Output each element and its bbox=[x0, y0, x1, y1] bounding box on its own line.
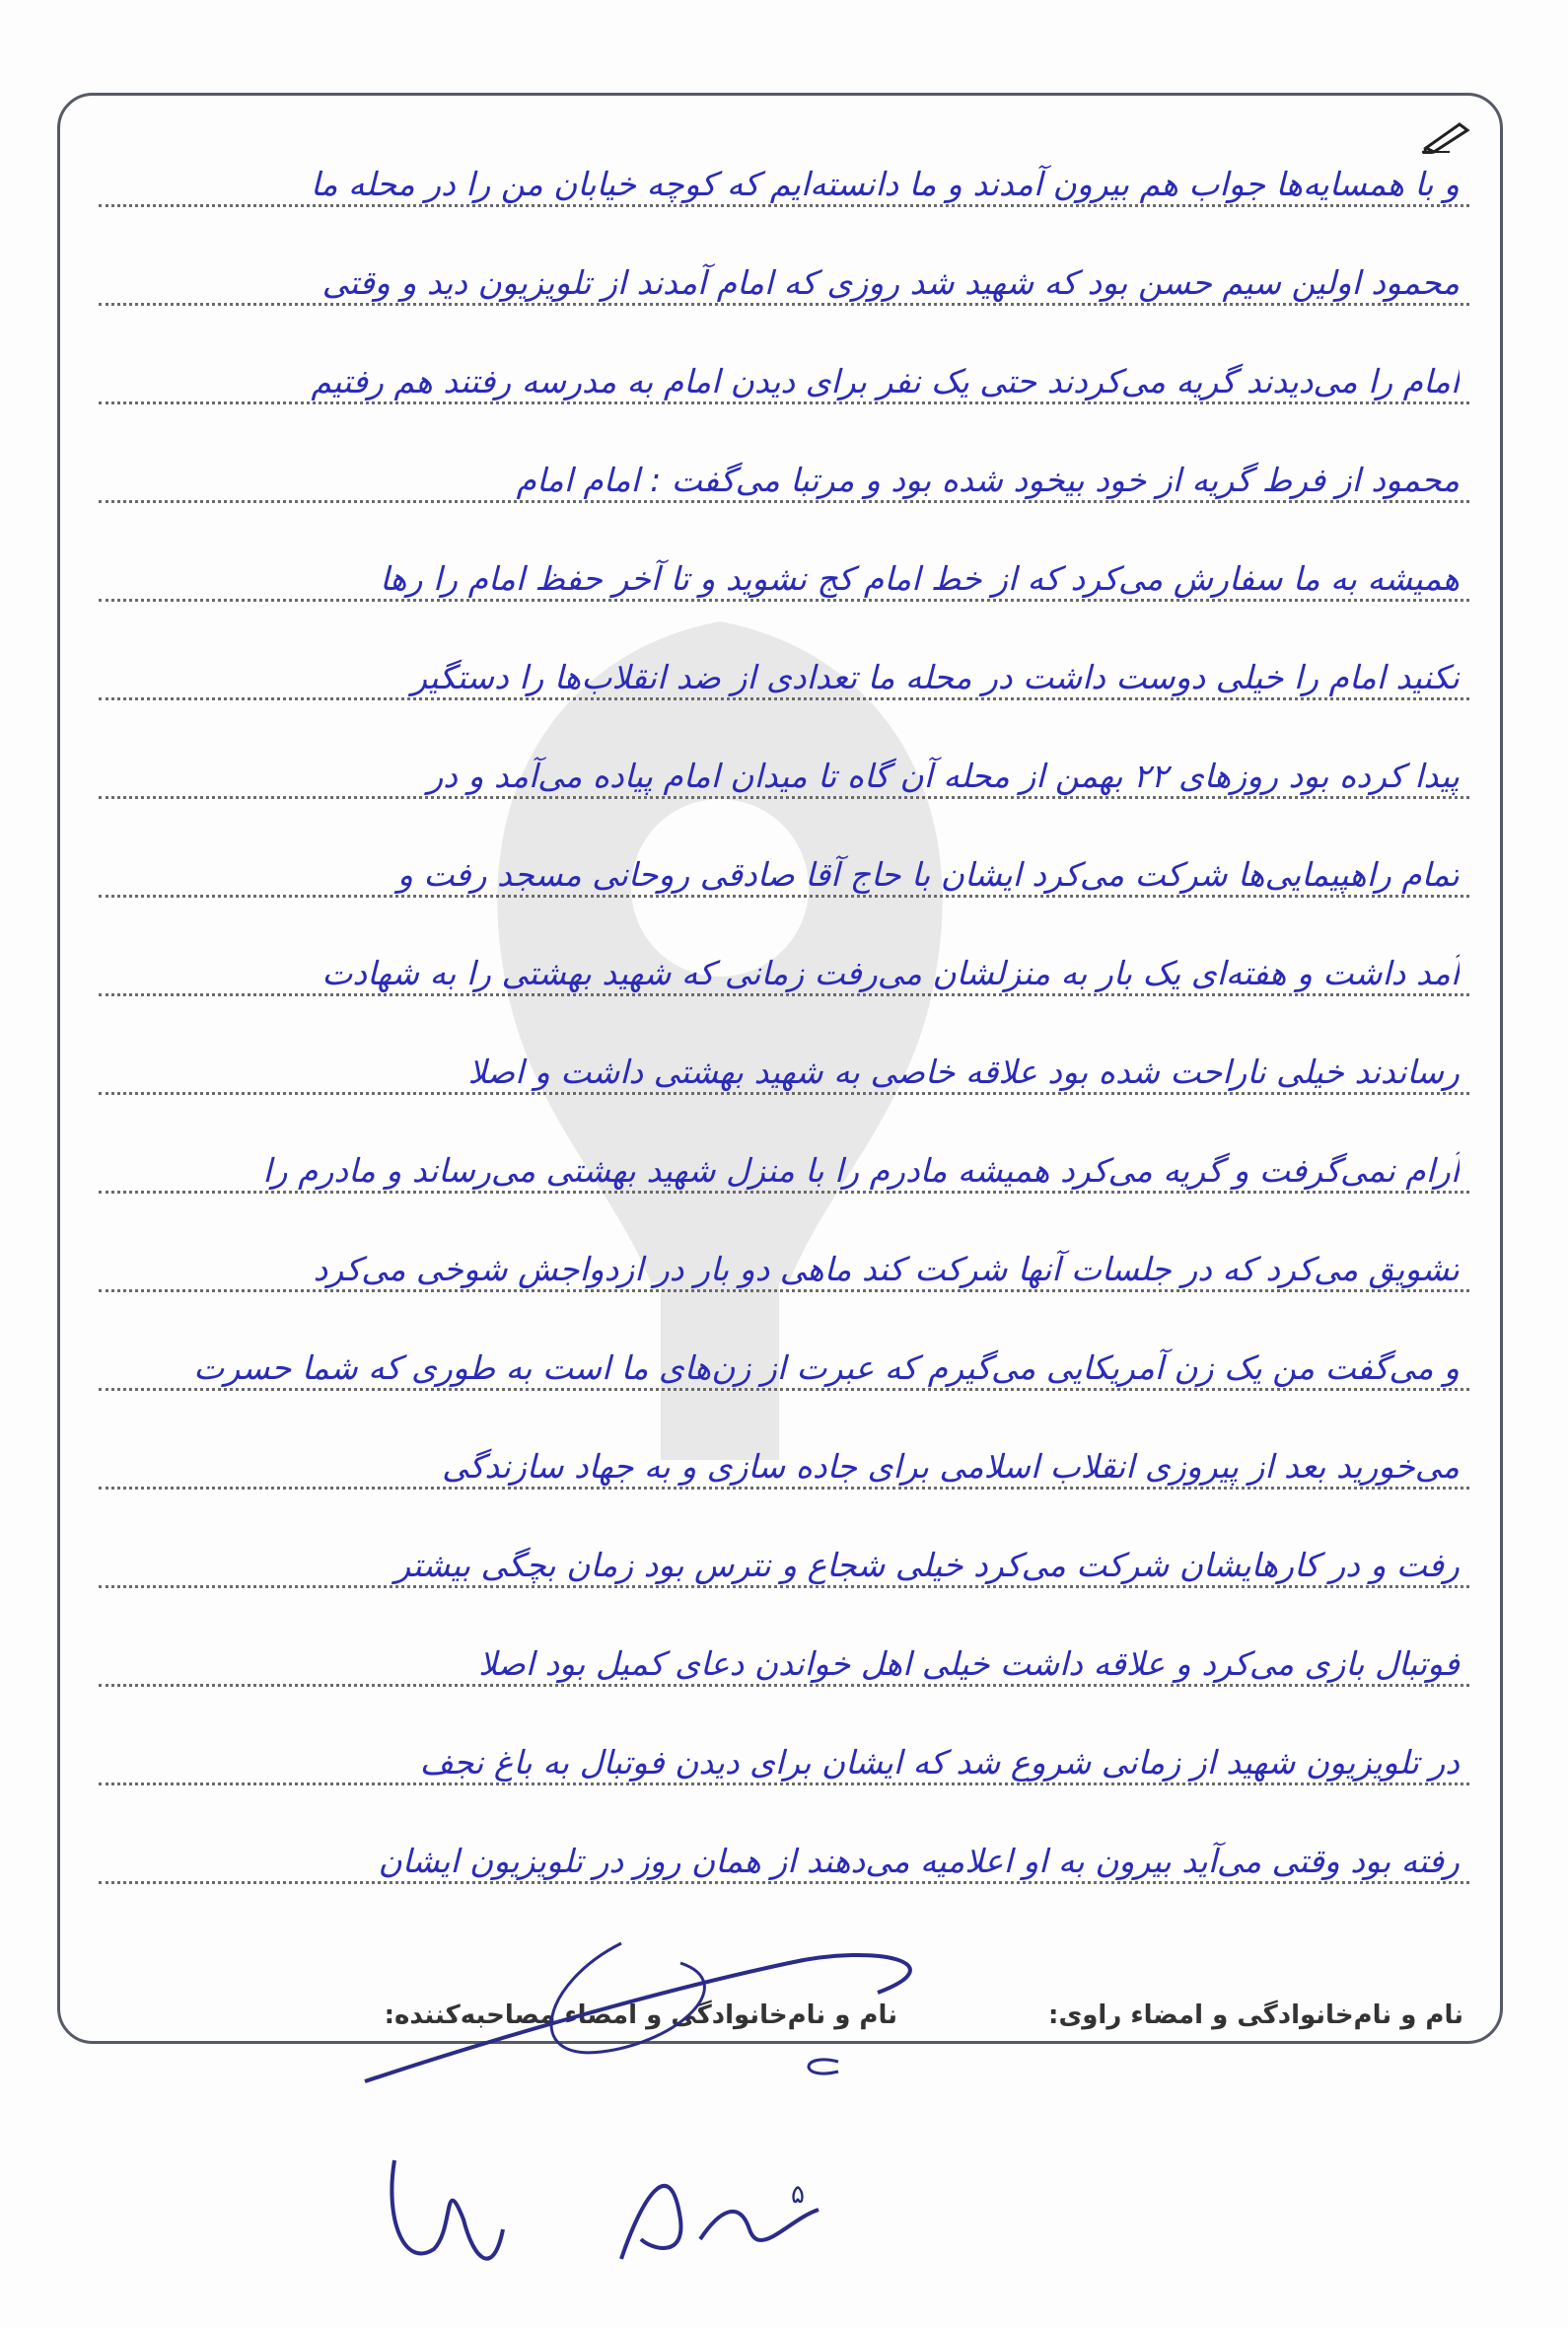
text-line: امام را می‌دیدند گریه می‌کردند حتی یک نفر برای دیدن امام به مدرسه رفتند هم رفتیم bbox=[99, 306, 1469, 404]
narrator-signature-label: نام و نام‌خانوادگی و امضاء راوی: bbox=[1048, 2001, 1463, 2030]
page-number: ۵ bbox=[791, 2180, 805, 2210]
text-line: و می‌گفت من یک زن آمریکایی می‌گیرم که عبرت از زن‌های ما است به طوری که شما حسرت bbox=[99, 1292, 1469, 1391]
text-line: رفته بود وقتی می‌آید بیرون به او اعلامیه می‌دهند از همان روز در تلویزیون ایشان bbox=[99, 1785, 1469, 1884]
text-line: رفت و در کارهایشان شرکت می‌کرد خیلی شجاع و نترس بود زمان بچگی بیشتر bbox=[99, 1490, 1469, 1588]
text-line: تشویق می‌کرد که در جلسات آنها شرکت کند ماهی دو بار در ازدواجش شوخی می‌کرد bbox=[99, 1194, 1469, 1292]
text-line: محمود از فرط گریه از خود بیخود شده بود و مرتبا می‌گفت : امام امام bbox=[99, 404, 1469, 503]
dotted-rule bbox=[99, 1881, 1469, 1884]
text-line: در تلویزیون شهید از زمانی شروع شد که ایشان برای دیدن فوتبال به باغ نجف bbox=[99, 1687, 1469, 1785]
interviewer-signature-label: نام و نام‌خانوادگی و امضاء مصاحبه‌کننده: bbox=[384, 2001, 897, 2030]
text-line: نکنید امام را خیلی دوست داشت در محله ما تعدادی از ضد انقلاب‌ها را دستگیر bbox=[99, 602, 1469, 700]
text-line: پیدا کرده بود روزهای ۲۲ بهمن از محله آن گاه تا میدان امام پیاده می‌آمد و در bbox=[99, 700, 1469, 799]
text-line: رساندند خیلی ناراحت شده بود علاقه خاصی به شهید بهشتی داشت و اصلا bbox=[99, 996, 1469, 1095]
text-line: فوتبال بازی می‌کرد و علاقه داشت خیلی اهل خواندن دعای کمیل بود اصلا bbox=[99, 1588, 1469, 1687]
text-line: می‌خورید بعد از پیروزی انقلاب اسلامی برای جاده سازی و به جهاد سازندگی bbox=[99, 1391, 1469, 1490]
text-line: و با همسایه‌ها جواب هم بیرون آمدند و ما دانسته‌ایم که کوچه خیابان من را در محله ما bbox=[99, 109, 1469, 207]
text-line: محمود اولین سیم حسن بود که شهید شد روزی که امام آمدند از تلویزیون دید و وقتی bbox=[99, 207, 1469, 306]
text-line: همیشه به ما سفارش می‌کرد که از خط امام کج نشوید و تا آخر حفظ امام را رها bbox=[99, 503, 1469, 602]
handwritten-signature bbox=[325, 1924, 1035, 2318]
text-line: آرام نمی‌گرفت و گریه می‌کرد همیشه مادرم را با منزل شهید بهشتی می‌رساند و مادرم را bbox=[99, 1095, 1469, 1194]
text-line: آمد داشت و هفته‌ای یک بار به منزلشان می‌رفت زمانی که شهید بهشتی را به شهادت bbox=[99, 898, 1469, 996]
text-line: تمام راهپیمایی‌ها شرکت می‌کرد ایشان با حاج آقا صادقی روحانی مسجد رفت و bbox=[99, 799, 1469, 898]
